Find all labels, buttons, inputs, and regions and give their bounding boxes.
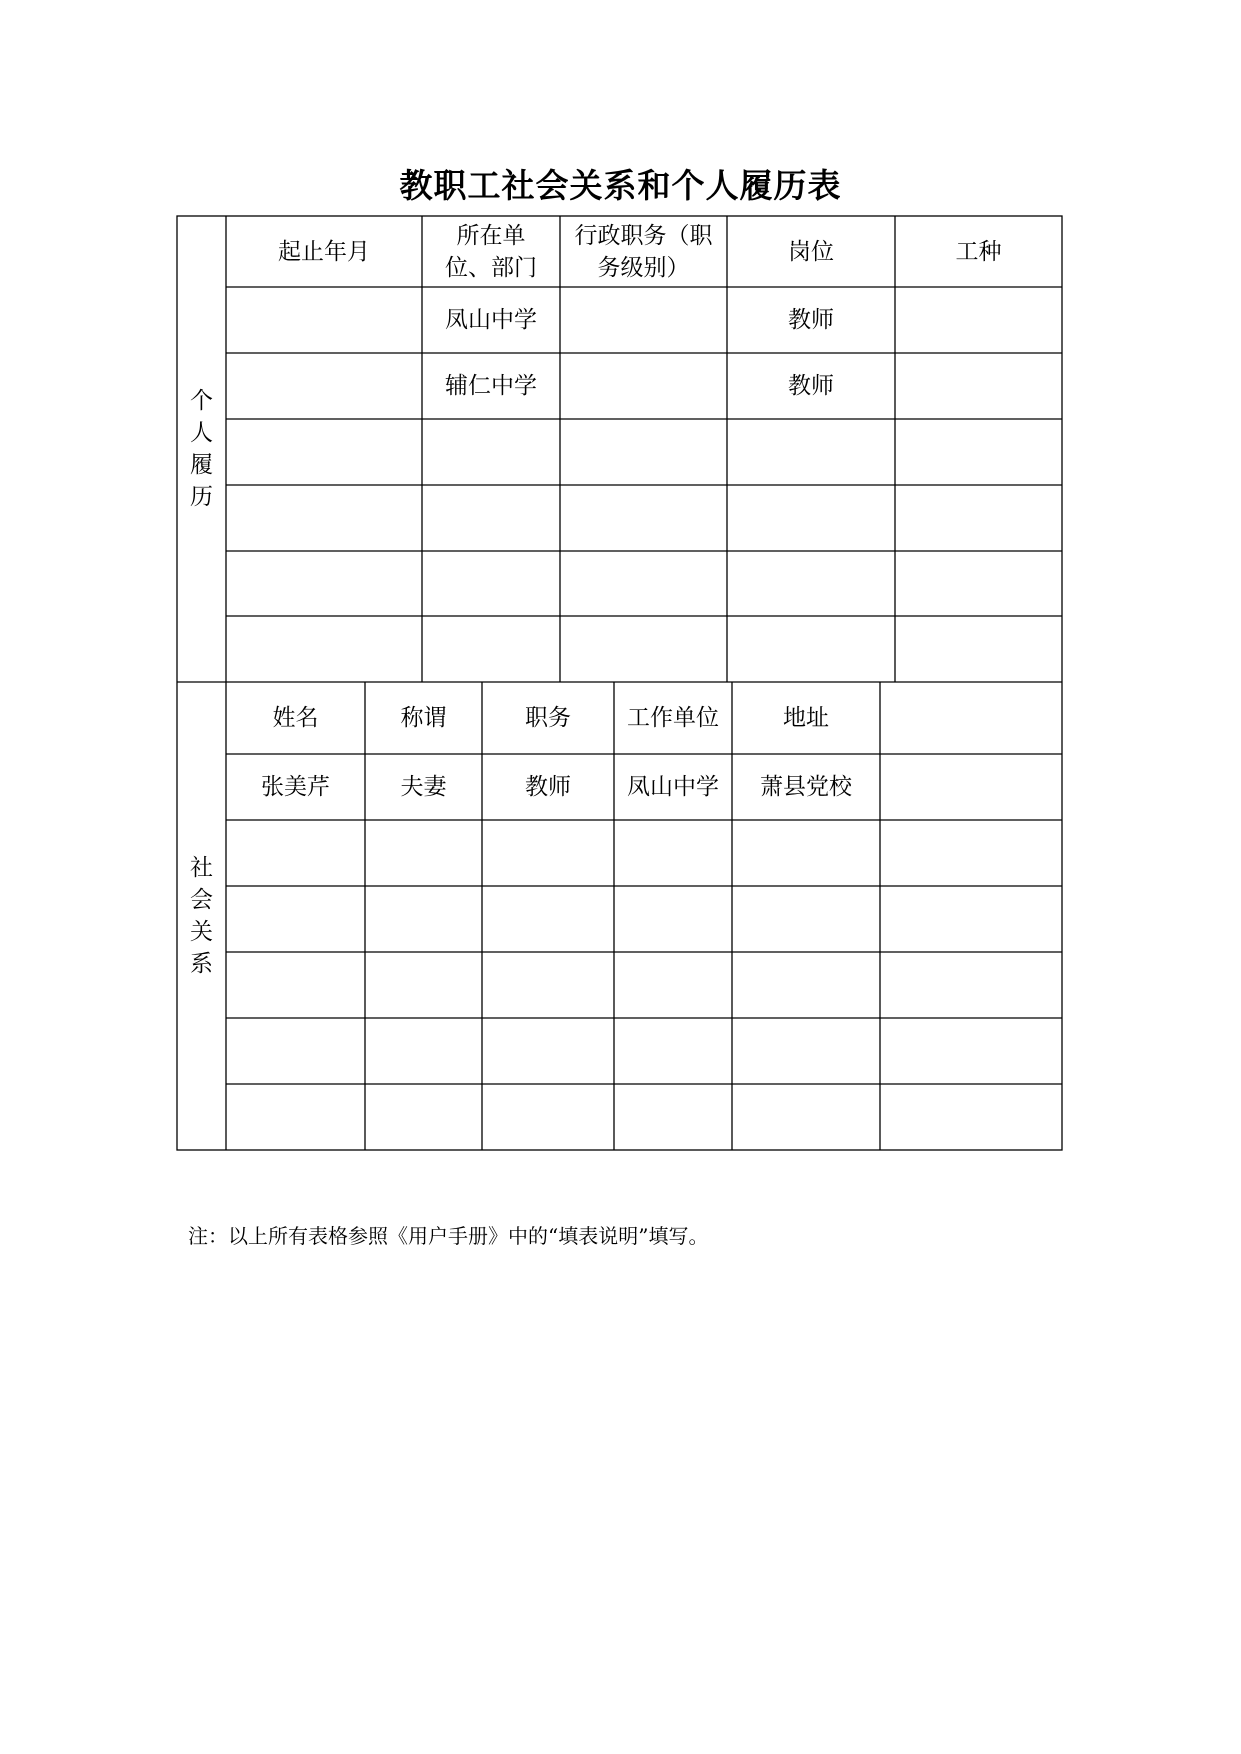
resume-cell (895, 551, 1062, 616)
header-post: 岗位 (788, 238, 834, 265)
relation-cell: 夫妻 (400, 774, 447, 800)
relation-cell (732, 886, 880, 952)
relation-cell (482, 1018, 614, 1084)
resume-cell (560, 419, 727, 485)
relation-cell (226, 952, 365, 1018)
relation-cell (880, 1018, 1062, 1084)
resume-cell (560, 616, 727, 682)
resume-cell: 凤山中学 (445, 307, 537, 333)
resume-cell (560, 551, 727, 616)
resume-cell (226, 419, 422, 485)
resume-cell (727, 485, 895, 551)
relation-cell: 张美芹 (261, 774, 330, 800)
header-admin-position: 行政职务（职务级别） (574, 222, 713, 281)
relation-cell (482, 820, 614, 886)
header-duty: 职务 (525, 705, 571, 731)
relation-cell (880, 1084, 1062, 1150)
relation-cell (614, 952, 732, 1018)
relation-cell (732, 1084, 880, 1150)
relation-cell (365, 820, 482, 886)
relation-cell (732, 1018, 880, 1084)
header-unit-department: 所在单位、部门 (445, 222, 537, 281)
relation-cell (226, 886, 365, 952)
resume-cell (422, 551, 560, 616)
relation-cell (880, 754, 1062, 820)
relations-section-label: 社会关系 (190, 855, 213, 977)
page-title: 教职工社会关系和个人履历表 (399, 166, 842, 205)
resume-cell (226, 287, 422, 353)
header-extra (880, 682, 1062, 754)
relation-cell (614, 1018, 732, 1084)
relation-cell (226, 1018, 365, 1084)
resume-cell (727, 616, 895, 682)
relation-cell (614, 886, 732, 952)
relation-cell (482, 886, 614, 952)
relation-cell (226, 1084, 365, 1150)
relation-cell (365, 952, 482, 1018)
header-name: 姓名 (272, 705, 319, 731)
relation-cell (482, 1084, 614, 1150)
resume-cell (560, 353, 727, 419)
header-workplace: 工作单位 (627, 705, 719, 731)
resume-cell (226, 616, 422, 682)
header-address: 地址 (783, 705, 829, 731)
resume-cell (895, 287, 1062, 353)
resume-cell: 教师 (788, 373, 834, 399)
header-period: 起止年月 (278, 238, 370, 265)
resume-cell (422, 485, 560, 551)
relation-cell (732, 820, 880, 886)
resume-cell (560, 485, 727, 551)
relation-cell (365, 1018, 482, 1084)
relation-cell: 萧县党校 (760, 774, 852, 800)
resume-cell (727, 419, 895, 485)
header-job-type: 工种 (955, 238, 1002, 265)
resume-cell (226, 353, 422, 419)
relation-cell: 教师 (525, 774, 571, 800)
resume-cell (895, 616, 1062, 682)
relation-cell (614, 820, 732, 886)
resume-section-label: 个人履历 (190, 388, 213, 510)
resume-cell (560, 287, 727, 353)
relation-cell (226, 820, 365, 886)
footnote: 注：以上所有表格参照《用户手册》中的“填表说明”填写。 (188, 1224, 709, 1248)
resume-cell (895, 485, 1062, 551)
relation-cell (880, 952, 1062, 1018)
relation-cell (880, 820, 1062, 886)
header-relationship: 称谓 (400, 705, 447, 731)
resume-cell (422, 419, 560, 485)
relation-cell (614, 1084, 732, 1150)
relation-cell (880, 886, 1062, 952)
relation-cell (482, 952, 614, 1018)
resume-cell: 辅仁中学 (445, 373, 537, 399)
relation-cell (732, 952, 880, 1018)
resume-cell: 教师 (788, 307, 834, 333)
relation-cell (365, 886, 482, 952)
resume-cell (226, 485, 422, 551)
resume-cell (727, 551, 895, 616)
relation-cell: 凤山中学 (627, 774, 719, 800)
resume-cell (226, 551, 422, 616)
relation-cell (365, 1084, 482, 1150)
resume-cell (422, 616, 560, 682)
resume-cell (895, 353, 1062, 419)
resume-cell (895, 419, 1062, 485)
